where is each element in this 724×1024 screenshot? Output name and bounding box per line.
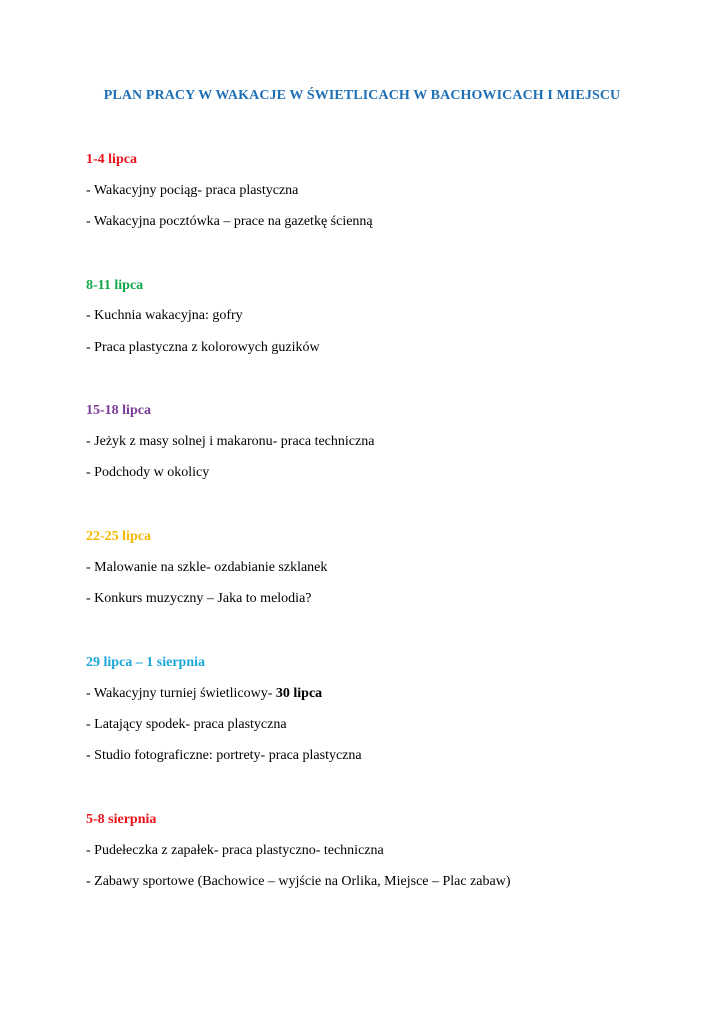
list-item-text: - Wakacyjny turniej świetlicowy- xyxy=(86,686,276,701)
section-heading-2: 8-11 lipca xyxy=(86,278,144,293)
list-item xyxy=(86,684,322,704)
list-item: - Pudełeczka z zapałek- praca plastyczno- techniczna xyxy=(86,843,384,858)
section-heading-3: 15-18 lipca xyxy=(86,403,151,418)
document-title: PLAN PRACY W WAKACJE W ŚWIETLICACH W BACHOWICACH I MIEJSCU xyxy=(103,88,621,103)
list-item: - Studio fotograficzne: portrety- praca plastyczna xyxy=(86,748,362,763)
section-heading-1: 1-4 lipca xyxy=(86,152,137,167)
section-heading-5: 29 lipca – 1 sierpnia xyxy=(86,655,206,670)
list-item: - Latający spodek- praca plastyczna xyxy=(86,717,287,732)
list-item: - Praca plastyczna z kolorowych guzików xyxy=(86,340,320,355)
list-item: - Wakacyjna pocztówka – prace na gazetkę ścienną xyxy=(86,214,373,229)
list-item: - Jeżyk z masy solnej i makaronu- praca techniczna xyxy=(86,434,375,449)
list-item: - Podchody w okolicy xyxy=(86,465,210,480)
list-item: - Konkurs muzyczny – Jaka to melodia? xyxy=(86,591,312,606)
list-item: - Zabawy sportowe (Bachowice – wyjście na Orlika, Miejsce – Plac zabaw) xyxy=(86,874,511,889)
section-heading-6: 5-8 sierpnia xyxy=(86,812,157,827)
list-item: - Kuchnia wakacyjna: gofry xyxy=(86,308,243,323)
list-item-date: 30 lipca xyxy=(275,686,323,701)
section-heading-4: 22-25 lipca xyxy=(86,529,151,544)
list-item: - Wakacyjny pociąg- praca plastyczna xyxy=(86,183,299,198)
list-item: - Malowanie na szkle- ozdabianie szklanek xyxy=(86,560,328,575)
